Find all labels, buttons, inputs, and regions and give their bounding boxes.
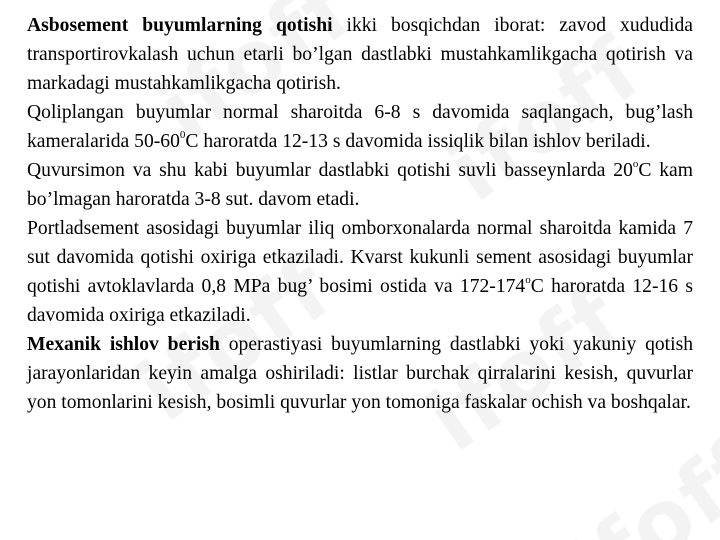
document-body xyxy=(27,11,693,417)
term-asbestos-curing: Asbosement buyumlarning qotishi xyxy=(27,15,333,36)
paragraph-text: Portladsement asosidagi buyumlar iliq omborxonalarda normal sharoitda kamida 7 sut davomida qotishi oxiriga etkaziladi. Kvarst kukunli sement asosidagi buyumlar qotishi avtoklavlarda 0,8 MPa bug’ bosimi ostida va 172-174 xyxy=(27,218,693,297)
paragraph-text: C kam bo’lmagan haroratda 3-8 sut. davom etadi. xyxy=(27,160,693,210)
paragraph-text: C haroratda 12-16 s davomida oxiriga etkaziladi. xyxy=(27,276,693,326)
paragraph-asbestos-curing xyxy=(27,11,693,98)
paragraph-mechanical-processing xyxy=(27,330,693,417)
superscript-degree: 0 xyxy=(179,129,186,142)
paragraph-portland-cement xyxy=(27,214,693,330)
paragraph-text: operastiyasi buyumlarning dastlabki yoki yakuniy qotish jarayonlaridan keyin amalga oshiriladi: listlar burchak qirralarini kesish, quvurlar yon tomonlarini kesish, bosimli quvurlar yon tomoniga faskalar ochish va boshqalar. xyxy=(27,334,693,413)
superscript-degree: o xyxy=(525,274,531,287)
paragraph-text: Qoliplangan buyumlar normal sharoitda 6-8 s davomida saqlangach, bug’lash kameralarida 50-60 xyxy=(27,102,693,152)
paragraph-text: C haroratda 12-13 s davomida issiqlik bilan ishlov beriladi. xyxy=(185,131,651,152)
paragraph-pipe-curing xyxy=(27,156,693,214)
paragraph-text: Quvursimon va shu kabi buyumlar dastlabki qotishi suvli basseynlarda 20 xyxy=(27,160,633,181)
term-mechanical-processing: Mexanik ishlov berish xyxy=(27,334,220,355)
watermark-text xyxy=(550,419,720,540)
paragraph-steam-treatment xyxy=(27,98,693,156)
superscript-degree: o xyxy=(632,158,639,171)
paragraph-text: ikki bosqichdan iborat: zavod xududida transportirovkalash uchun etarli bo’lgan dastlabki mustahkamlikgacha qotirish va markadagi mustahkamlikgacha qotirish. xyxy=(27,15,693,94)
